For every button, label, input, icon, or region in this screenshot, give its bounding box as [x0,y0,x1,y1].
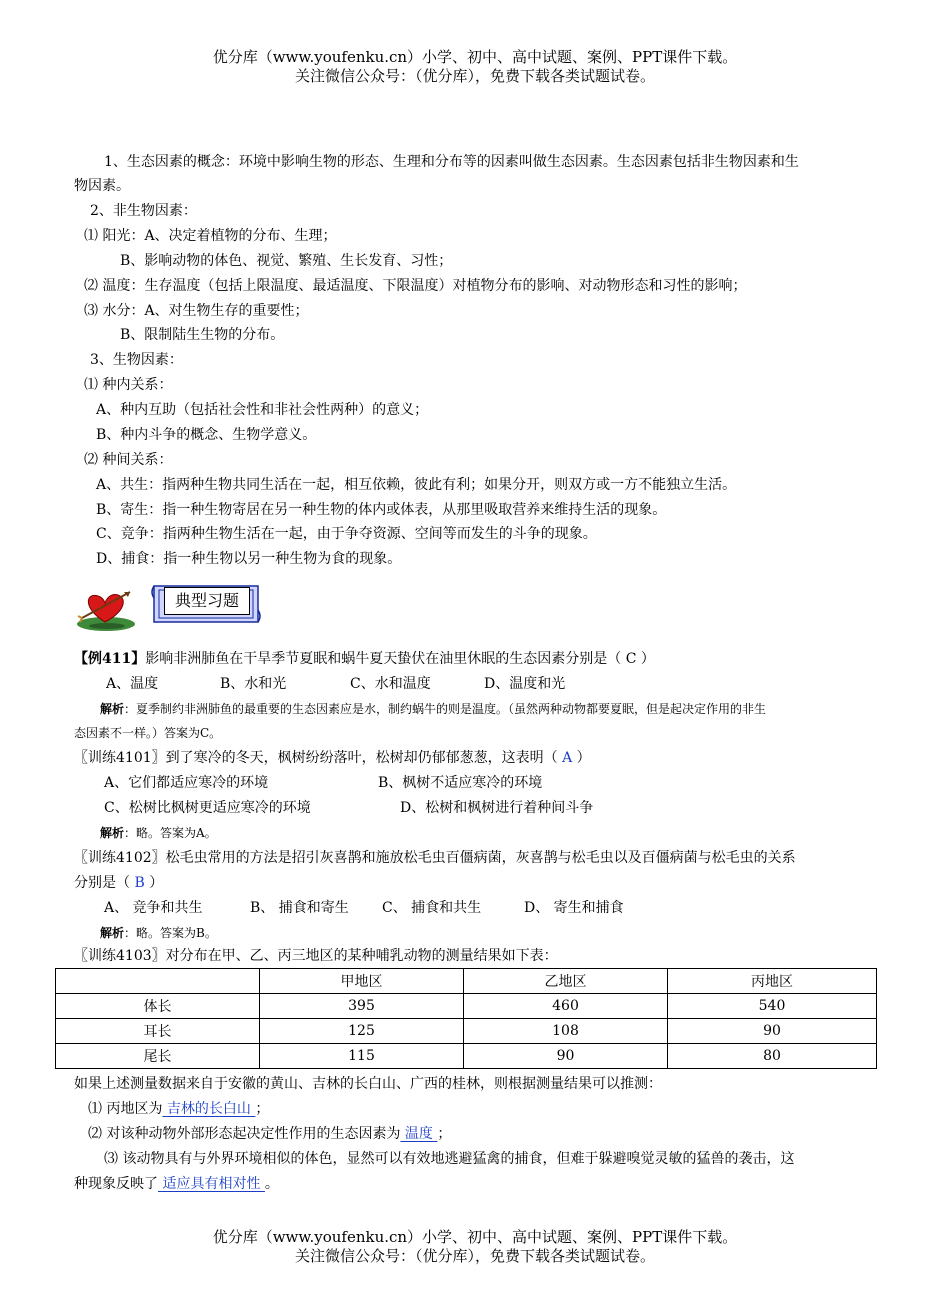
table-cell: 耳长 [56,1019,260,1044]
note-interspecific: ⑵ 种间关系： [84,452,173,468]
note-p1-line2: 物因素。 [74,178,130,194]
example-411-answer: C [625,651,637,667]
table-cell: 460 [464,994,668,1019]
example-411-option-d: D、温度和光 [484,676,566,692]
training-4103-q2 [88,1124,451,1144]
example-411-stem-text: 影响非洲肺鱼在干旱季节夏眠和蜗牛夏天蛰伏在油里休眠的生态因素分别是（ [145,651,622,667]
training-4102-explanation-label: 解析 [100,926,125,940]
table-cell: 108 [464,1019,668,1044]
training-4101-option-d: D、松树和枫树进行着种间斗争 [400,800,594,816]
example-411-tag: 【例411】 [74,651,146,667]
example-411-explanation-line1 [100,699,766,719]
training-4101-stem [74,748,591,768]
table-cell: 90 [668,1019,877,1044]
training-4102-stem-pre: 分别是（ [74,875,130,891]
table-cell: 80 [668,1044,877,1069]
footer-line-2: 关注微信公众号：（优分库），免费下载各类试题试卷。 [294,1247,655,1265]
training-4102-answer: B [134,875,145,891]
table-header-cell: 丙地区 [668,969,877,994]
training-4101-option-c: C、松树比枫树更适应寒冷的环境 [104,800,311,816]
table-header-cell: 乙地区 [464,969,668,994]
table-row [56,1019,877,1044]
example-411-explanation-line2: 态因素不一样。）答案为C。 [74,726,222,740]
table-cell: 尾长 [56,1044,260,1069]
header-line-1: 优分库（www.youfenku.cn）小学、初中、高中试题、案例、PPT课件下载。 [212,48,738,66]
note-water-a: ⑶ 水分：A、对生物生存的重要性； [84,303,309,319]
training-4103-tag: 〖训练4103〗 [74,948,166,964]
training-4101-explanation-text: ：略。答案为A。 [124,826,217,840]
training-4102-stem-line1 [74,848,796,868]
example-411-option-c: C、水和温度 [350,676,431,692]
training-4102-stem-close: ） [149,875,164,891]
training-4103-q1 [88,1099,269,1119]
note-p1-line1: 1、生态因素的概念：环境中影响生物的形态、生理和分布等的因素叫做生态因素。生态因素包括非生物因素和生 [104,154,799,170]
training-4103-q3-text: 种现象反映了 [74,1176,158,1192]
training-4101-stem-close: ） [576,750,591,766]
heart-arrow-icon [74,586,136,632]
training-4102-option-c: C、 捕食和共生 [382,900,482,916]
header-line-2: 关注微信公众号：（优分库），免费下载各类试题试卷。 [294,67,655,85]
note-sunlight-a: ⑴ 阳光：A、决定着植物的分布、生理； [84,228,337,244]
note-sunlight-b: B、影响动物的体色、视觉、繁殖、生长发育、习性； [120,253,453,269]
note-intra-a: A、种内互助（包括社会性和非社会性两种）的意义； [96,402,429,418]
note-water-b: B、限制陆生生物的分布。 [120,327,285,343]
training-4103-q3-answer: 适应具有相对性 [158,1176,265,1192]
footer-line-1: 优分库（www.youfenku.cn）小学、初中、高中试题、案例、PPT课件下载。 [212,1228,738,1246]
training-4103-q3-line1: ⑶ 该动物具有与外界环境相似的体色，显然可以有效地逃避猛禽的捕食，但难于躲避嗅觉灵敏的猛兽的袭击，这 [104,1151,795,1167]
training-4103-q3-end: 。 [264,1176,279,1192]
note-intra-b: B、种内斗争的概念、生物学意义。 [96,427,317,443]
table-cell: 395 [260,994,464,1019]
note-heading-biotic: 3、生物因素： [90,352,183,368]
table-cell: 115 [260,1044,464,1069]
training-4101-explanation-label: 解析 [100,826,125,840]
training-4103-q3-line2 [74,1174,279,1194]
example-411-explanation-text: ：夏季制约非洲肺鱼的最重要的生态因素应是水，制约蜗牛的则是温度。（虽然两种动物都要夏眠，但是起决定作用的非生 [124,702,767,716]
training-4103-q2-end: ； [437,1126,452,1142]
note-heading-abiotic: 2、非生物因素： [90,203,197,219]
example-411-option-a: A、温度 [106,676,159,692]
training-4102-explanation-text: ：略。答案为B。 [124,926,217,940]
table-header-row [56,969,877,994]
training-4103-q2-text: ⑵ 对该种动物外部形态起决定性作用的生态因素为 [88,1126,401,1142]
measurement-table [55,968,877,1069]
training-4102-stem-line2 [74,873,163,893]
note-temperature: ⑵ 温度：生存温度（包括上限温度、最适温度、下限温度）对植物分布的影响、对动物形态和习性的影响； [84,278,747,294]
training-4102-explanation [100,923,217,943]
example-411-stem [74,649,655,669]
training-4102-option-a: A、 竞争和共生 [104,900,203,916]
training-4101-answer: A [562,750,573,766]
training-4102-option-d: D、 寄生和捕食 [524,900,624,916]
training-4101-option-b: B、枫树不适应寒冷的环境 [378,775,543,791]
table-row [56,994,877,1019]
section-badge [150,582,262,626]
training-4103-q1-text: ⑴ 丙地区为 [88,1101,163,1117]
note-inter-c: C、竞争：指两种生物生活在一起，由于争夺资源、空间等而发生的斗争的现象。 [96,526,597,542]
training-4102-stem-text: 松毛虫常用的方法是招引灰喜鹊和施放松毛虫百僵病菌，灰喜鹊与松毛虫以及百僵病菌与松毛虫的关系 [165,850,796,866]
note-inter-d: D、捕食：指一种生物以另一种生物为食的现象。 [96,551,402,567]
training-4103-q2-answer: 温度 [400,1126,438,1142]
example-411-option-b: B、水和光 [220,676,287,692]
note-inter-b: B、寄生：指一种生物寄居在另一种生物的体内或体表，从那里吸取营养来维持生活的现象。 [96,502,667,518]
training-4101-tag: 〖训练4101〗 [74,750,166,766]
table-cell: 90 [464,1044,668,1069]
example-411-stem-close: ） [640,651,655,667]
table-header-cell [56,969,260,994]
table-row [56,1044,877,1069]
training-4102-tag: 〖训练4102〗 [74,850,166,866]
training-4103-stem [74,946,558,966]
note-inter-a: A、共生：指两种生物共同生活在一起，相互依赖，彼此有利；如果分开，则双方或一方不能独立生活。 [96,477,737,493]
table-cell: 体长 [56,994,260,1019]
training-4101-stem-text: 到了寒冷的冬天，枫树纷纷落叶，松树却仍郁郁葱葱，这表明（ [165,750,558,766]
training-4103-followup: 如果上述测量数据来自于安徽的黄山、吉林的长白山、广西的桂林，则根据测量结果可以推测： [74,1076,662,1092]
training-4103-q1-end: ； [255,1101,270,1117]
example-411-explanation-label: 解析 [100,702,125,716]
note-intraspecific: ⑴ 种内关系： [84,377,173,393]
section-badge-label: 典型习题 [164,587,250,615]
table-header-cell: 甲地区 [260,969,464,994]
table-cell: 540 [668,994,877,1019]
training-4102-option-b: B、 捕食和寄生 [250,900,349,916]
table-cell: 125 [260,1019,464,1044]
training-4103-q1-answer: 吉林的长白山 [162,1101,256,1117]
training-4101-explanation [100,823,217,843]
training-4103-stem-text: 对分布在甲、乙、丙三地区的某种哺乳动物的测量结果如下表： [165,948,558,964]
training-4101-option-a: A、它们都适应寒冷的环境 [104,775,269,791]
